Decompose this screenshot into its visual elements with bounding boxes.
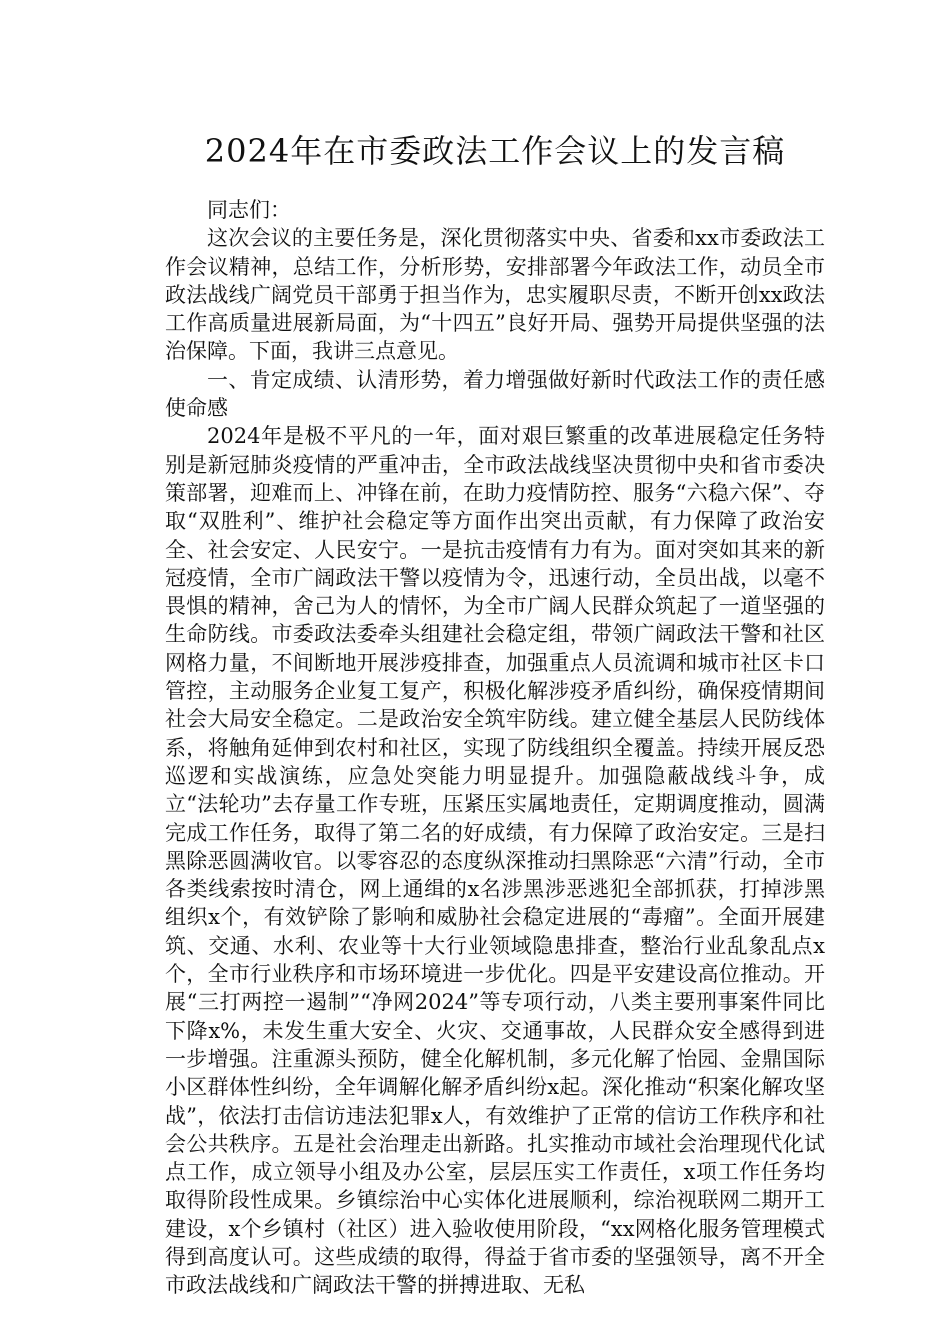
- document-title: 2024年在市委政法工作会议上的发言稿: [204, 132, 786, 170]
- section-heading: 一、肯定成绩、认清形势，着力增强做好新时代政法工作的责任感使命感: [165, 367, 825, 421]
- document-body: [165, 196, 825, 1300]
- intro-paragraph: 这次会议的主要任务是，深化贯彻落实中央、省委和xx市委政法工作会议精神，总结工作，分析形势，安排部署今年政法工作，动员全市政法战线广阔党员干部勇于担当作为，忠实履职尽责，不断开创xx政法工作高质量进展新局面，为“十四五”良好开局、强势开局提供坚强的法治保障。下面，我讲三点意见。: [165, 226, 825, 364]
- document-page: [165, 128, 825, 1300]
- body-paragraph: 2024年是极不平凡的一年，面对艰巨繁重的改革进展稳定任务特别是新冠肺炎疫情的严重冲击，全市政法战线坚决贯彻中央和省市委决策部署，迎难而上、冲锋在前，在助力疫情防控、服务“六稳六保”、夺取“双胜利”、维护社会稳定等方面作出突出贡献，有力保障了政治安全、社会安定、人民安宁。一是抗击疫情有力有为。面对突如其来的新冠疫情，全市广阔政法干警以疫情为令，迅速行动，全员出战，以毫不畏惧的精神，舍己为人的情怀，为全市广阔人民群众筑起了一道坚强的生命防线。市委政法委牵头组建社会稳定组，带领广阔政法干警和社区网格力量，不间断地开展涉疫排查，加强重点人员流调和城市社区卡口管控，主动服务企业复工复产，积极化解涉疫矛盾纠纷，确保疫情期间社会大局安全稳定。二是政治安全筑牢防线。建立健全基层人民防线体系，将触角延伸到农村和社区，实现了防线组织全覆盖。持续开展反恐巡逻和实战演练，应急处突能力明显提升。加强隐蔽战线斗争，成立“法轮功”去存量工作专班，压紧压实属地责任，定期调度推动，圆满完成工作任务，取得了第二名的好成绩，有力保障了政治安定。三是扫黑除恶圆满收官。以零容忍的态度纵深推动扫黑除恶“六清”行动，全市各类线索按时清仓，网上通缉的x名涉黑涉恶逃犯全部抓获，打掉涉黑组织x个，有效铲除了影响和威胁社会稳定进展的“毒瘤”。全面开展建筑、交通、水利、农业等十大行业领域隐患排查，整治行业乱象乱点x个，全市行业秩序和市场环境进一步优化。四是平安建设高位推动。开展“三打两控一遏制”“净网2024”等专项行动，八类主要刑事案件同比下降x%，未发生重大安全、火灾、交通事故，人民群众安全感得到进一步增强。注重源头预防，健全化解机制，多元化解了怡园、金鼎国际小区群体性纠纷，全年调解化解矛盾纠纷x起。深化推动“积案化解攻坚战”，依法打击信访违法犯罪x人，有效维护了正常的信访工作秩序和社会公共秩序。五是社会治理走出新路。扎实推动市域社会治理现代化试点工作，成立领导小组及办公室，层层压实工作责任，x项工作任务均取得阶段性成果。乡镇综治中心实体化进展顺利，综治视联网二期开工建设，x个乡镇村（社区）进入验收使用阶段，“xx网格化服务管理模式得到高度认可。这些成绩的取得，得益于省市委的坚强领导，离不开全市政法战线和广阔政法干警的拼搏进取、无私: [165, 424, 825, 1298]
- salutation: 同志们：: [207, 198, 291, 222]
